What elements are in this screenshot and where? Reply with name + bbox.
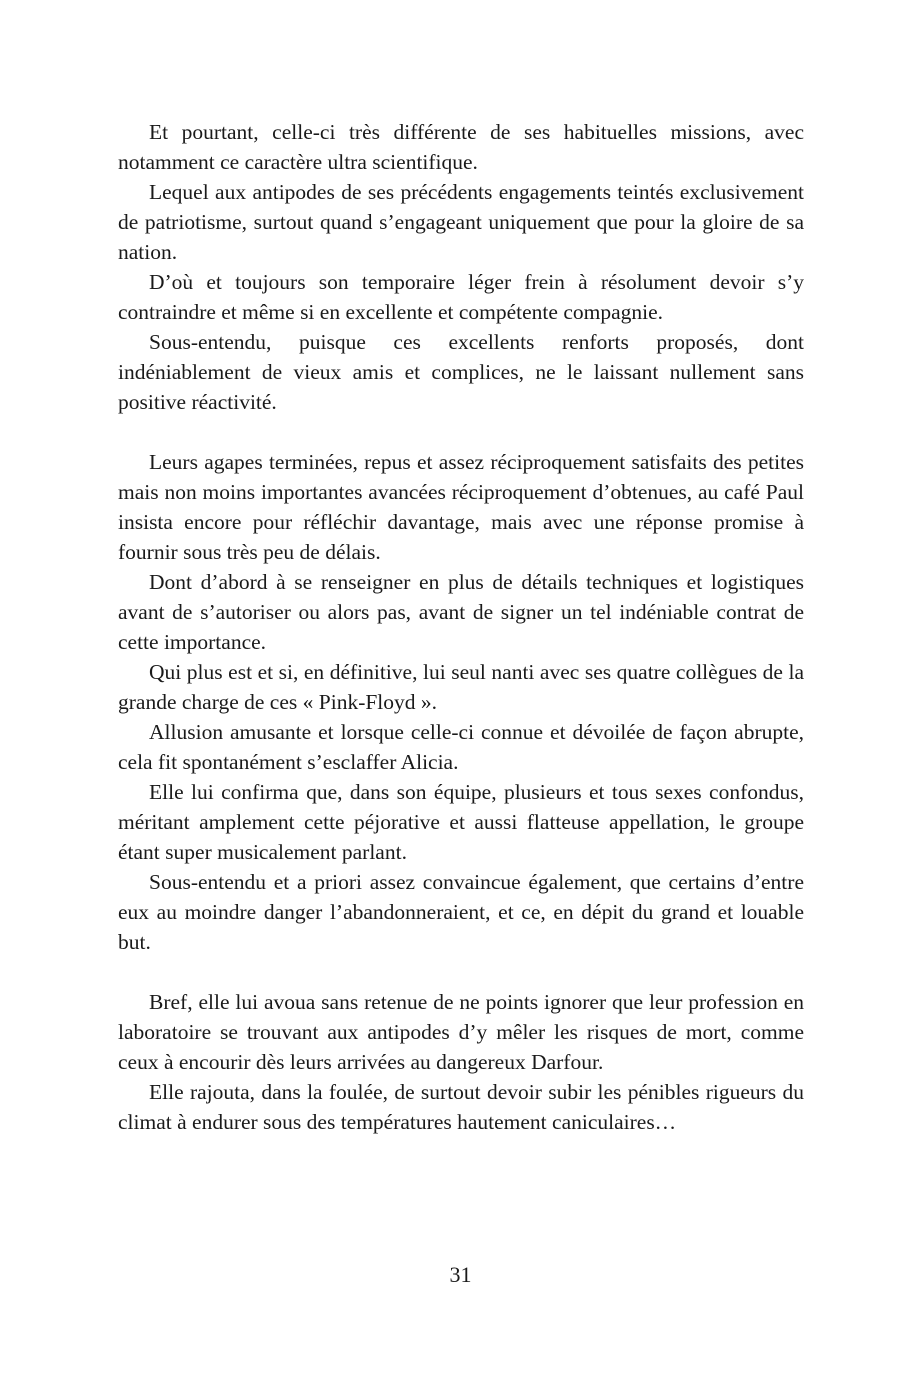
page-number: 31 [449,1262,472,1287]
paragraph: Et pourtant, celle-ci très différente de ses habituelles missions, avec notamment ce caractère ultra scientifique. [118,120,804,174]
paragraph: Sous-entendu, puisque ces excellents renforts proposés, dont indéniablement de vieux amis et complices, ne le laissant nullement sans positive réactivité. [118,330,804,414]
paragraph: Sous-entendu et a priori assez convaincue également, que certains d’entre eux au moindre danger l’abandonneraient, et ce, en dépit du grand et louable but. [118,870,804,954]
paragraph: Bref, elle lui avoua sans retenue de ne points ignorer que leur profession en laboratoire se trouvant aux antipodes d’y mêler les risques de mort, comme ceux à encourir dès leurs arrivées au dangereux Darfour. [118,990,804,1074]
paragraph: Leurs agapes terminées, repus et assez réciproquement satisfaits des petites mais non moins importantes avancées réciproquement d’obtenues, au café Paul insista encore pour réfléchir davantage, mais avec une réponse promise à fournir sous très peu de délais. [118,450,804,564]
paragraph: Qui plus est et si, en définitive, lui seul nanti avec ses quatre collègues de la grande charge de ces « Pink-Floyd ». [118,660,804,714]
paragraph: Elle lui confirma que, dans son équipe, plusieurs et tous sexes confondus, méritant amplement cette péjorative et aussi flatteuse appellation, le groupe étant super musicalement parlant. [118,780,804,864]
text-section-3 [118,987,804,1137]
text-section-1 [118,117,804,417]
text-section-2 [118,447,804,957]
paragraph: Dont d’abord à se renseigner en plus de détails techniques et logistiques avant de s’autoriser ou alors pas, avant de signer un tel indéniable contrat de cette importance. [118,570,804,654]
page-body [118,117,804,1137]
paragraph: Allusion amusante et lorsque celle-ci connue et dévoilée de façon abrupte, cela fit spontanément s’esclaffer Alicia. [118,720,804,774]
paragraph: Lequel aux antipodes de ses précédents engagements teintés exclusivement de patriotisme, surtout quand s’engageant uniquement que pour la gloire de sa nation. [118,180,804,264]
paragraph: D’où et toujours son temporaire léger frein à résolument devoir s’y contraindre et même si en excellente et compétente compagnie. [118,270,804,324]
paragraph: Elle rajouta, dans la foulée, de surtout devoir subir les pénibles rigueurs du climat à endurer sous des températures hautement caniculaires… [118,1080,804,1134]
